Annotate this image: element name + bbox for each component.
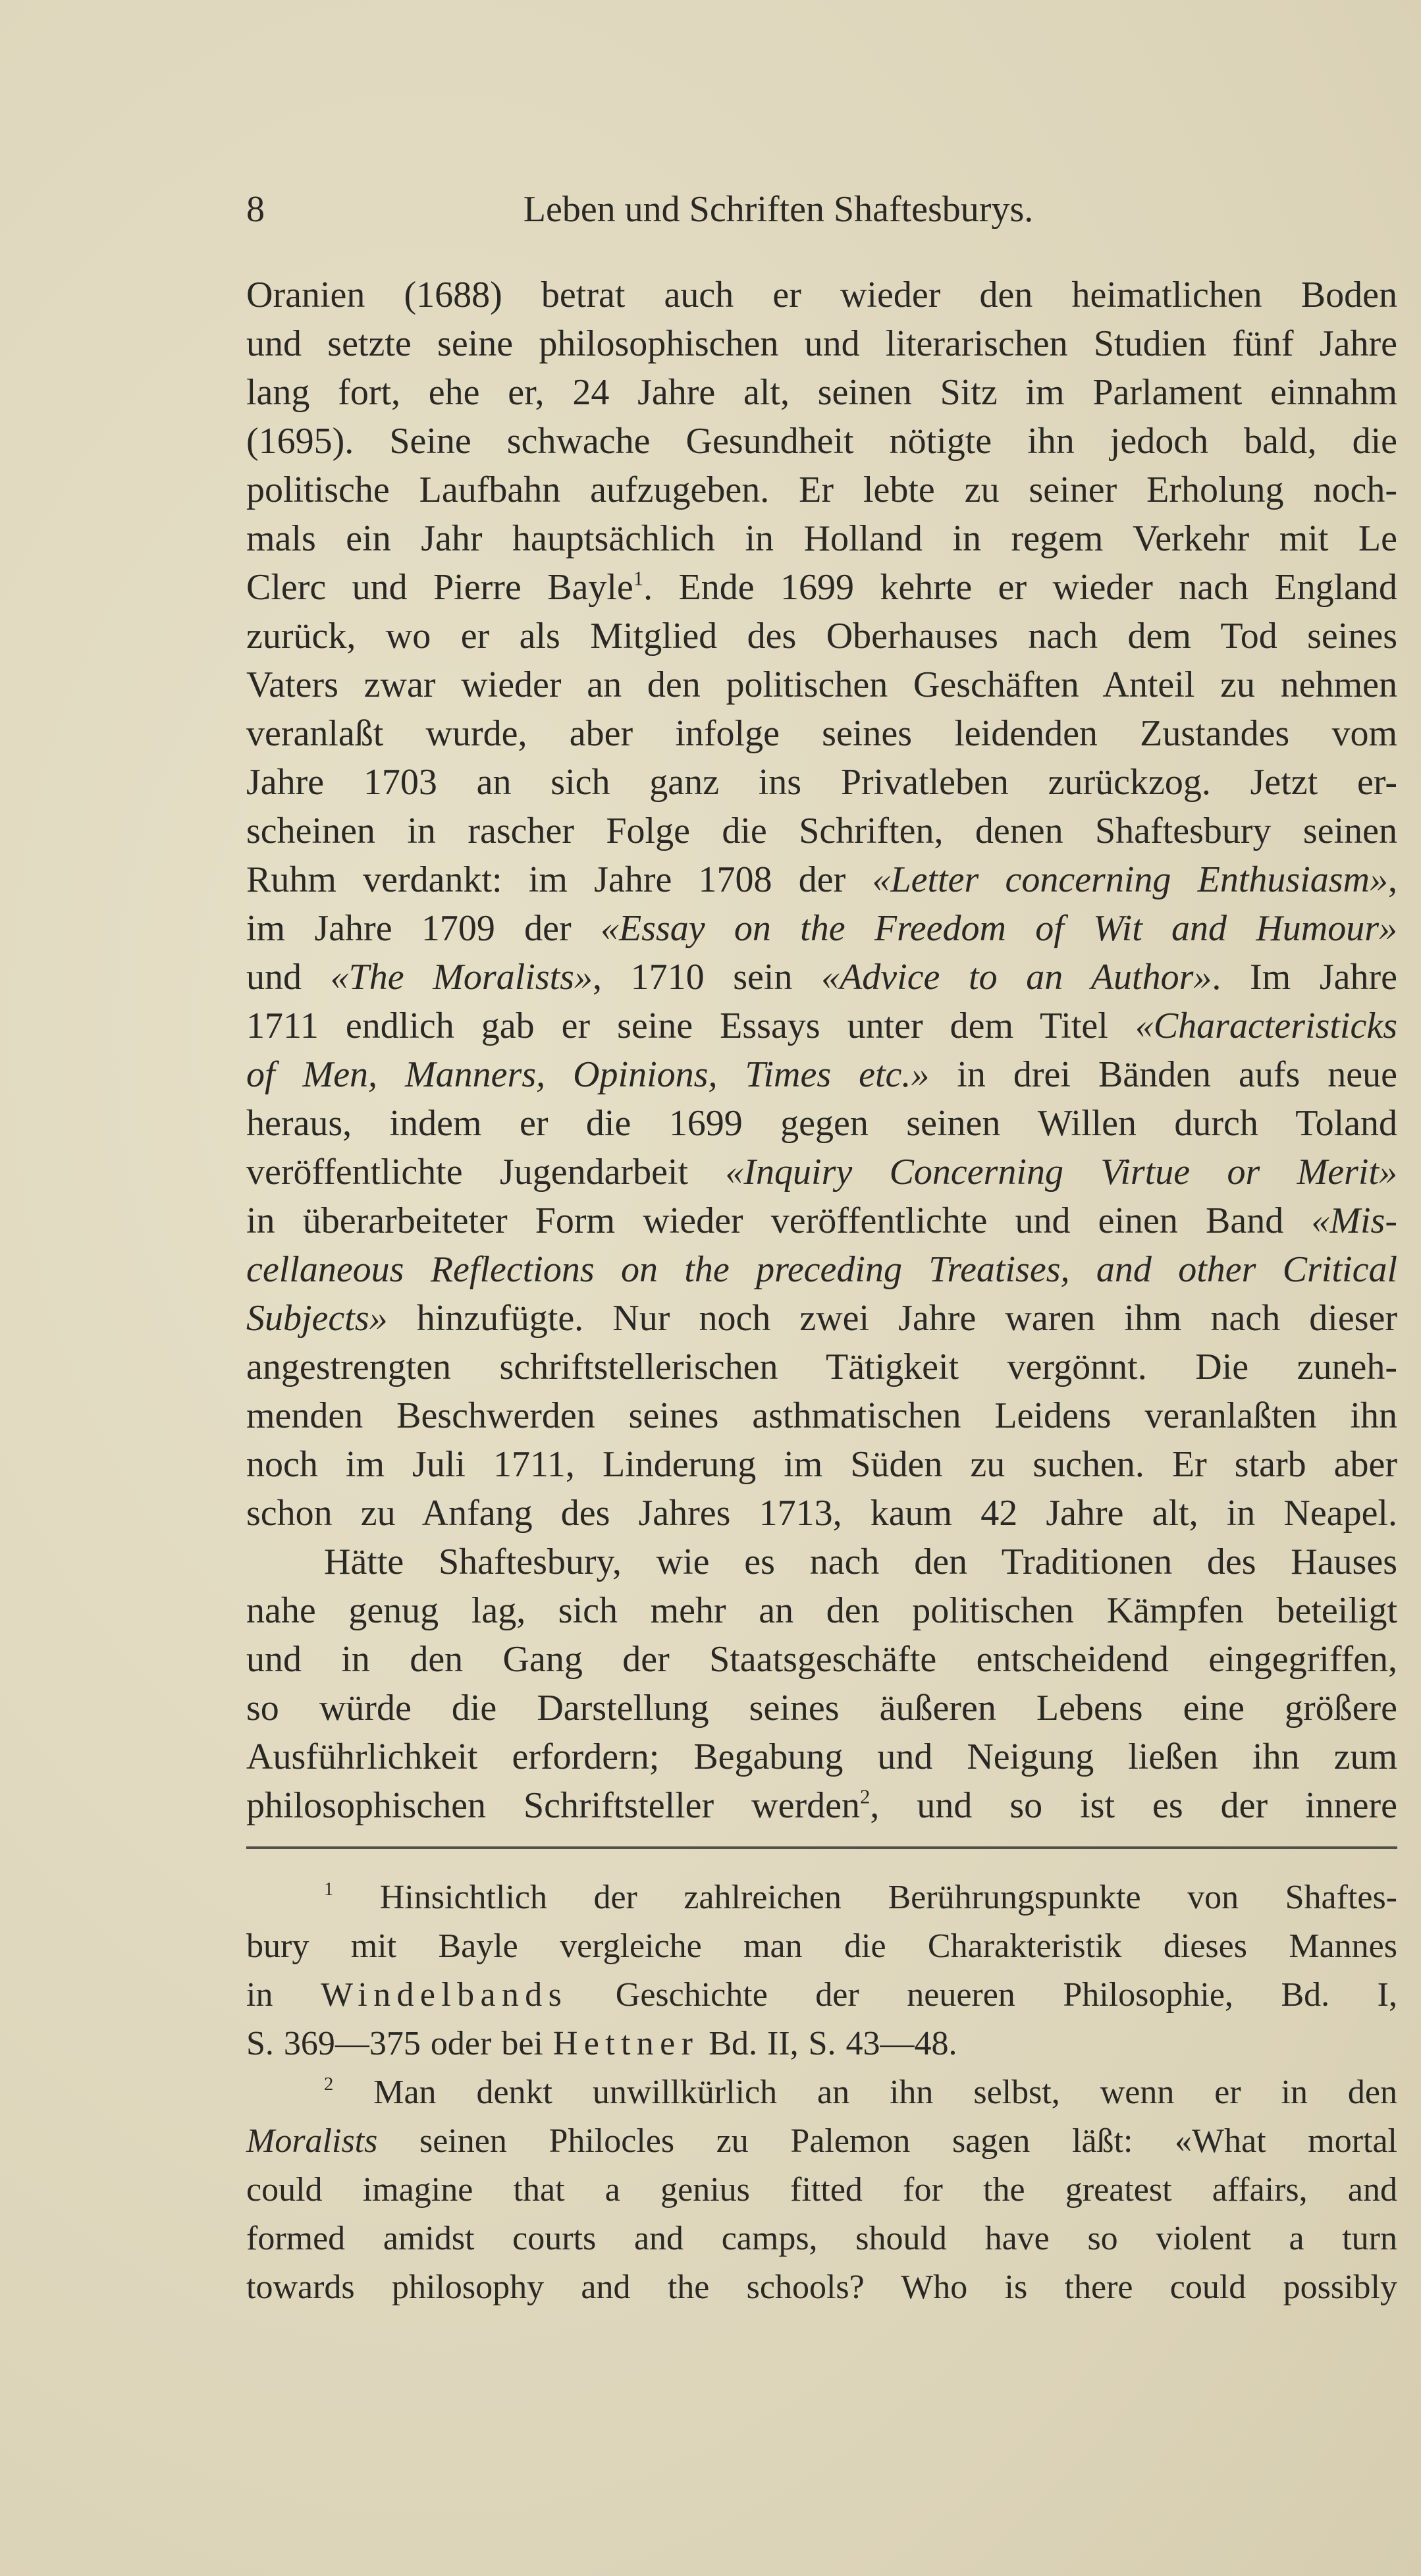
text-segment: in drei Bänden aufs neue — [929, 1054, 1397, 1095]
italic-title: of Men, Manners, Opinions, Times etc.» — [246, 1054, 930, 1095]
italic-title: Moralists — [246, 2122, 378, 2160]
text-segment: S. 369—375 oder bei — [246, 2025, 553, 2062]
footnote-line — [246, 2166, 1397, 2214]
body-line — [246, 1245, 1397, 1294]
footnote-line — [246, 2263, 1397, 2312]
text-segment: noch im Juli 1711, Linderung im Süden zu suchen. Er starb aber — [246, 1444, 1397, 1485]
italic-title: «Advice to an Author» — [821, 957, 1212, 998]
text-segment: Hettner — [552, 2025, 699, 2062]
italic-title: «Letter concerning Enthusiasm» — [872, 859, 1388, 900]
italic-title: «Essay on the Freedom of Wit and Humour» — [600, 908, 1398, 949]
text-segment: veranlaßt wurde, aber infolge seines leidenden Zustandes vom — [246, 713, 1397, 754]
italic-title: «Inquiry Concerning Virtue or Merit» — [725, 1152, 1398, 1193]
body-line — [246, 758, 1397, 807]
body-line — [246, 1684, 1397, 1732]
body-line — [246, 1148, 1397, 1196]
text-segment: Geschichte der neueren Philosophie, Bd. I, — [568, 1976, 1397, 2014]
body-line — [246, 612, 1397, 660]
body-line — [246, 1489, 1397, 1538]
body-line — [246, 466, 1397, 514]
text-segment: angestrengten schriftstellerischen Tätigkeit vergönnt. Die zuneh- — [246, 1347, 1397, 1387]
text-segment: und in den Gang der Staatsgeschäfte entscheidend eingegriffen, — [246, 1639, 1397, 1680]
text-segment: , und so ist es der innere — [870, 1785, 1397, 1826]
text-segment: im Jahre 1709 der — [246, 908, 601, 949]
text-segment: towards philosophy and the schools? Who is there could possibly — [246, 2268, 1397, 2306]
text-segment: in — [246, 1976, 321, 2014]
text-segment: lang fort, ehe er, 24 Jahre alt, seinen Sitz im Parlament einnahm — [246, 372, 1397, 413]
footnote-line — [246, 1971, 1397, 2020]
text-segment: und setzte seine philosophischen und literarischen Studien fünf Jahre — [246, 323, 1397, 364]
text-segment: Oranien (1688) betrat auch er wieder den heimatlichen Boden — [246, 275, 1397, 315]
text-segment: zurück, wo er als Mitglied des Oberhauses nach dem Tod seines — [246, 616, 1397, 657]
body-line — [246, 807, 1397, 855]
text-segment: philosophischen Schriftsteller werden — [246, 1785, 860, 1826]
footnote-divider — [246, 1846, 1397, 1849]
text-segment: seinen Philocles zu Palemon sagen läßt: «What mortal — [377, 2122, 1397, 2160]
text-segment: , — [1387, 859, 1397, 900]
text-segment: in überarbeiteter Form wieder veröffentlichte und einen Band — [246, 1200, 1312, 1241]
footnotes — [246, 1873, 1397, 2312]
text-segment: scheinen in rascher Folge die Schriften, denen Shaftesbury seinen — [246, 811, 1397, 851]
text-segment: (1695). Seine schwache Gesundheit nötigte ihn jedoch bald, die — [246, 421, 1397, 462]
body-line — [246, 514, 1397, 563]
italic-title: «Mis- — [1311, 1200, 1397, 1241]
body-line — [246, 271, 1397, 319]
body-line — [246, 319, 1397, 368]
footnote-line — [246, 2117, 1397, 2166]
body-line — [246, 1099, 1397, 1148]
text-segment: Bd. II, S. 43—48. — [699, 2025, 957, 2062]
body-line — [246, 1294, 1397, 1343]
body-line — [246, 563, 1397, 612]
text-segment: schon zu Anfang des Jahres 1713, kaum 42 Jahre alt, in Neapel. — [246, 1493, 1397, 1534]
text-segment: Ruhm verdankt: im Jahre 1708 der — [246, 859, 872, 900]
italic-title: «The Moralists» — [330, 957, 593, 998]
body-line — [246, 904, 1397, 953]
text-segment: . Ende 1699 kehrte er wieder nach England — [643, 567, 1397, 608]
body-line — [246, 1002, 1397, 1050]
footnote-line — [246, 1873, 1397, 1922]
main-text — [246, 271, 1397, 1830]
text-segment: Hinsichtlich der zahlreichen Berührungspunkte von Shaftes- — [333, 1879, 1397, 1916]
italic-title: cellaneous Reflections on the preceding Treatises, and other Critical — [246, 1249, 1397, 1290]
body-line — [246, 368, 1397, 417]
footnote-line — [246, 2020, 1397, 2068]
body-line — [246, 1781, 1397, 1830]
footnote-marker: 1 — [324, 1879, 334, 1900]
footnote-line — [246, 2214, 1397, 2263]
text-segment: could imagine that a genius fitted for the greatest affairs, and — [246, 2171, 1397, 2209]
page-number: 8 — [246, 189, 265, 230]
text-segment: , 1710 sein — [592, 957, 822, 998]
text-segment: und — [246, 957, 331, 998]
body-line — [246, 709, 1397, 758]
text-segment: hinzufügte. Nur noch zwei Jahre waren ihm nach dieser — [387, 1298, 1397, 1339]
text-segment: Jahre 1703 an sich ganz ins Privatleben zurückzog. Jetzt er- — [246, 762, 1397, 803]
text-segment: menden Beschwerden seines asthmatischen Leidens veranlaßten ihn — [246, 1395, 1397, 1436]
text-segment: Hätte Shaftesbury, wie es nach den Traditionen des Hauses — [324, 1542, 1397, 1582]
text-segment: formed amidst courts and camps, should have so violent a turn — [246, 2220, 1397, 2257]
body-line — [246, 1440, 1397, 1489]
body-line — [246, 1196, 1397, 1245]
body-line — [246, 1343, 1397, 1391]
italic-title: Subjects» — [246, 1298, 388, 1339]
body-line — [246, 417, 1397, 466]
text-segment: Clerc und Pierre Bayle — [246, 567, 633, 608]
text-segment: bury mit Bayle vergleiche man die Charakteristik dieses Mannes — [246, 1927, 1397, 1965]
footnote-line — [246, 2068, 1397, 2117]
body-line — [246, 1732, 1397, 1781]
text-segment: Man denkt unwillkürlich an ihn selbst, wenn er in den — [333, 2074, 1397, 2111]
text-segment: mals ein Jahr hauptsächlich in Holland in regem Verkehr mit Le — [246, 518, 1397, 559]
text-segment: Ausführlichkeit erfordern; Begabung und Neigung ließen ihn zum — [246, 1736, 1397, 1777]
text-segment: 1711 endlich gab er seine Essays unter dem Titel — [246, 1006, 1135, 1046]
text-segment: veröffentlichte Jugendarbeit — [246, 1152, 726, 1193]
italic-title: «Characteristicks — [1135, 1006, 1397, 1046]
text-segment: Windelbands — [320, 1976, 568, 2014]
body-line — [246, 855, 1397, 904]
text-segment: heraus, indem er die 1699 gegen seinen Willen durch Toland — [246, 1103, 1397, 1144]
body-line — [246, 1586, 1397, 1635]
footnote-marker: 1 — [633, 567, 644, 590]
text-segment: politische Laufbahn aufzugeben. Er lebte zu seiner Erholung noch- — [246, 470, 1397, 510]
body-line — [246, 1391, 1397, 1440]
body-line — [246, 1050, 1397, 1099]
text-segment: nahe genug lag, sich mehr an den politischen Kämpfen beteiligt — [246, 1590, 1397, 1631]
body-line — [246, 660, 1397, 709]
footnote-marker: 2 — [859, 1785, 871, 1808]
body-line — [246, 953, 1397, 1002]
text-segment: . Im Jahre — [1212, 957, 1398, 998]
text-segment: so würde die Darstellung seines äußeren Lebens eine größere — [246, 1688, 1397, 1729]
running-title: Leben und Schriften Shaftesburys. — [523, 189, 1034, 230]
text-segment: Vaters zwar wieder an den politischen Geschäften Anteil zu nehmen — [246, 664, 1397, 705]
body-line — [246, 1538, 1397, 1586]
footnote-line — [246, 1922, 1397, 1971]
footnote-marker: 2 — [324, 2074, 334, 2095]
body-line — [246, 1635, 1397, 1684]
running-header — [246, 185, 1397, 234]
